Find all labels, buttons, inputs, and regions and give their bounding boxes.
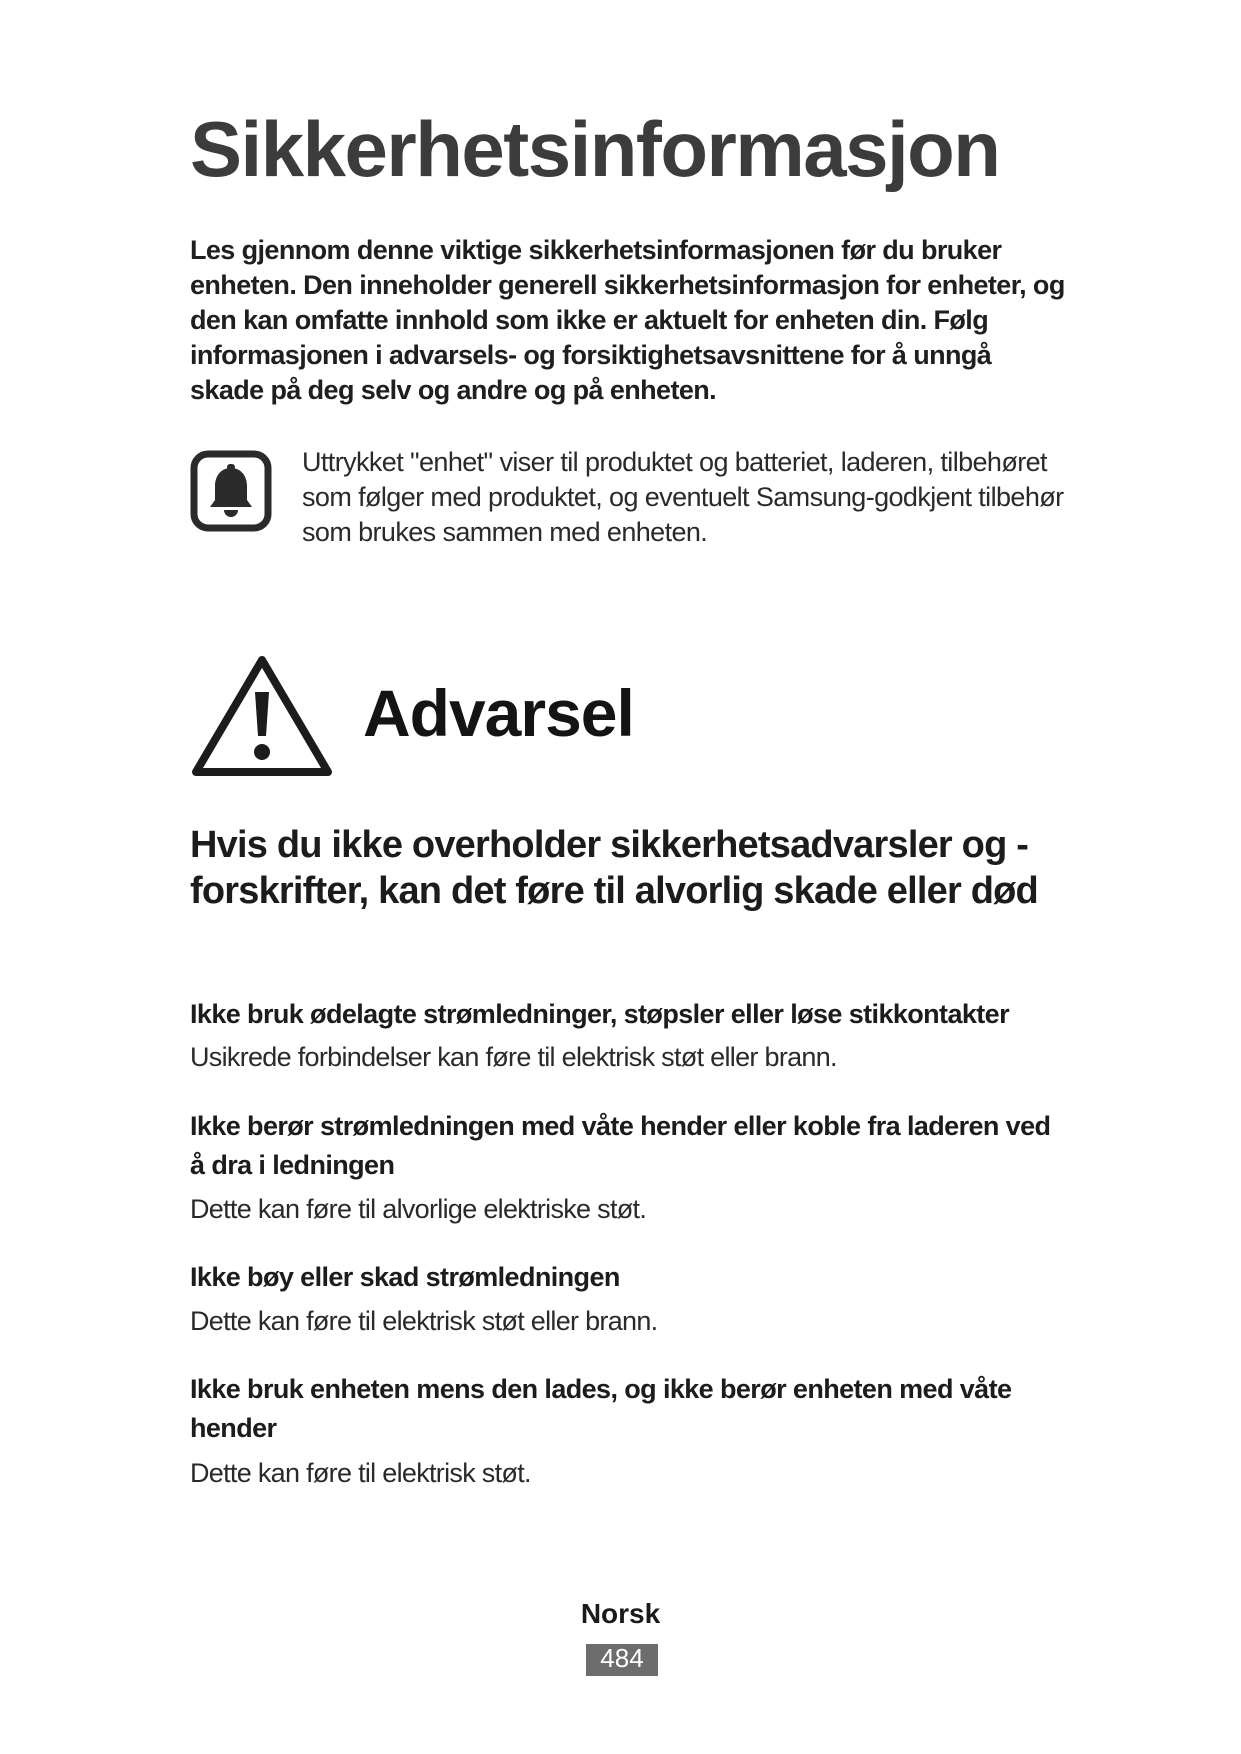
page-number: 484 bbox=[586, 1644, 658, 1676]
warning-item-description: Dette kan føre til alvorlige elektriske støt. bbox=[190, 1194, 647, 1224]
warning-item-description: Usikrede forbindelser kan føre til elektrisk støt eller brann. bbox=[190, 1042, 837, 1072]
warning-item-description: Dette kan føre til elektrisk støt eller brann. bbox=[190, 1306, 658, 1336]
warning-item-title: Ikke bruk enheten mens den lades, og ikke berør enheten med våte hender bbox=[190, 1374, 1012, 1443]
warning-item-description: Dette kan føre til elektrisk støt. bbox=[190, 1458, 531, 1488]
warning-title: Advarsel bbox=[363, 676, 634, 750]
page-title: Sikkerhetsinformasjon bbox=[190, 105, 1000, 193]
note-text: Uttrykket "enhet" viser til produktet og batteriet, laderen, tilbehøret som følger med produktet, og eventuelt Samsung-godkjent tilbehør som brukes sammen med enheten. bbox=[302, 447, 1064, 547]
warning-item-title: Ikke bøy eller skad strømledningen bbox=[190, 1262, 620, 1292]
warning-triangle-icon bbox=[188, 650, 336, 780]
warning-item-title: Ikke bruk ødelagte strømledninger, støpsler eller løse stikkontakter bbox=[190, 999, 1009, 1029]
warning-heading: Hvis du ikke overholder sikkerhetsadvarsler og -forskrifter, kan det føre til alvorlig skade eller død bbox=[190, 824, 1038, 912]
intro-paragraph: Les gjennom denne viktige sikkerhetsinformasjonen før du bruker enheten. Den inneholder generell sikkerhetsinformasjon for enheter, og den kan omfatte innhold som ikke er aktuelt for enheten din. Følg informasjonen i advarsels- og forsiktighetsavsnittene for å unngå skade på deg selv og andre og på enheten. bbox=[190, 235, 1065, 405]
bell-icon bbox=[190, 450, 272, 532]
warning-item-title: Ikke berør strømledningen med våte hender eller koble fra laderen ved å dra i ledningen bbox=[190, 1111, 1051, 1180]
footer-language: Norsk bbox=[580, 1598, 661, 1629]
